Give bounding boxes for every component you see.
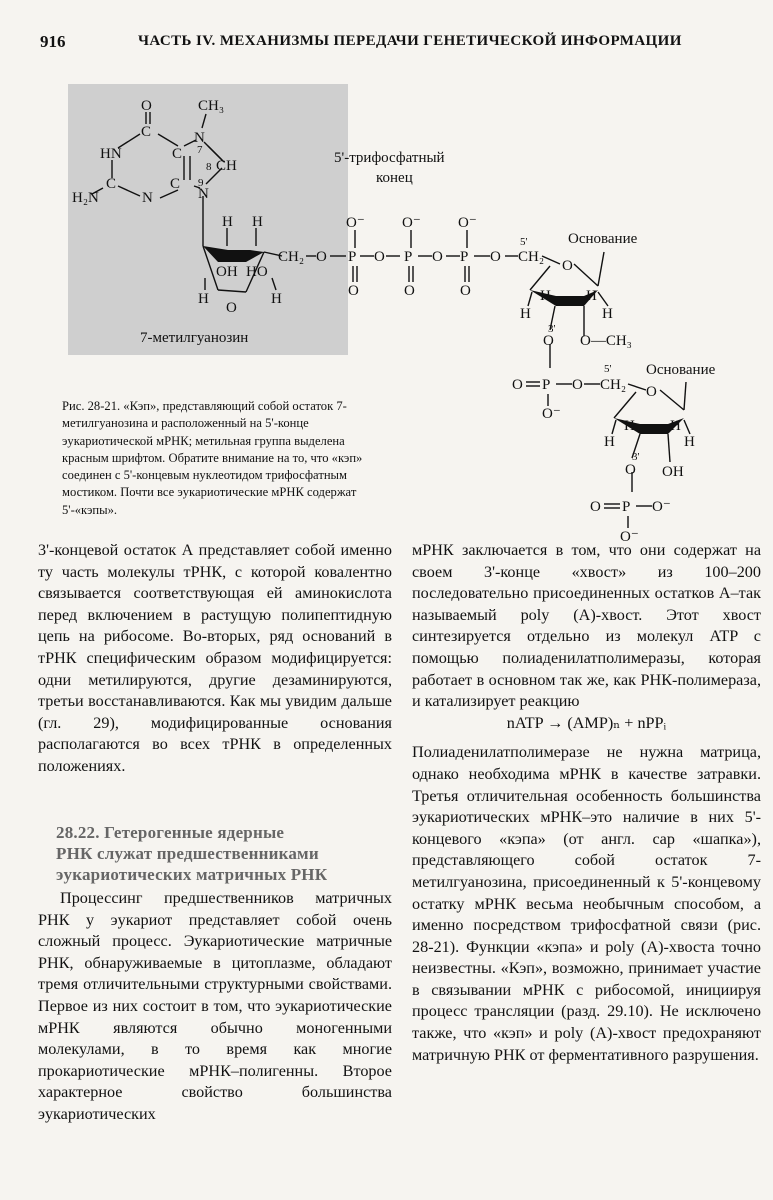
atom-OH: OH — [662, 464, 684, 480]
atom-O: O — [226, 300, 237, 316]
figure-caption: Рис. 28-21. «Кэп», представляющий собой остаток 7-метилгуанозина и расположенный на 5'-конце эукариотической мРНК; метильная группа выделена красным шрифтом. Обратите внимание на то, что «кэп» соединен с 5'-концевым нуклеотидом трифосфатным мостиком. Почти все эукариотические мРНК содержат 5'-«кэпы». — [62, 399, 363, 517]
atom-H: H — [602, 306, 613, 322]
atom-O: O — [141, 98, 152, 114]
section-heading-line1: 28.22. Гетерогенные ядерные — [56, 823, 285, 842]
atom-O-minus: O⁻ — [402, 215, 421, 231]
atom-O: O — [572, 377, 583, 393]
atom-OH: OH — [216, 264, 238, 280]
atom-O-minus: O⁻ — [346, 215, 365, 231]
section-heading — [56, 822, 386, 885]
atom-O-minus: O⁻ — [652, 499, 671, 515]
atom-CH2: CH₂ — [518, 249, 545, 265]
left-column-bottom — [38, 888, 392, 1126]
base-label: Основание — [646, 362, 716, 378]
base-label: Основание — [568, 231, 638, 247]
section-heading-line2: РНК служат предшественниками — [56, 844, 319, 863]
atom-O: O — [512, 377, 523, 393]
atom-C: C — [170, 176, 181, 192]
atom-N: N — [198, 186, 209, 202]
atom-O-minus: O⁻ — [620, 529, 639, 545]
atom-H: H — [586, 288, 597, 304]
atom-num9: 9 — [198, 177, 204, 189]
reaction-formula — [412, 713, 761, 735]
atom-O: O — [316, 249, 327, 265]
triphosphate-label-line1: 5'-трифосфатный — [334, 150, 445, 166]
atom-O: O — [543, 333, 554, 349]
section-heading-line3: эукариотических матричных РНК — [56, 865, 328, 884]
page-number: 916 — [40, 32, 66, 51]
atom-O: O — [562, 258, 573, 274]
atom-H: H — [604, 434, 615, 450]
methylguanosine-label: 7-метилгуанозин — [140, 330, 249, 346]
atom-H: H — [670, 418, 681, 434]
reaction-formula-text: nATP → (AMP)ₙ + nPPᵢ — [506, 713, 667, 732]
atom-O: O — [348, 283, 359, 299]
running-head: ЧАСТЬ IV. МЕХАНИЗМЫ ПЕРЕДАЧИ ГЕНЕТИЧЕСКОЙ ИНФОРМАЦИИ — [138, 33, 682, 49]
atom-H: H — [198, 291, 209, 307]
atom-O-CH3: O—CH₃ — [580, 333, 632, 349]
right-column — [412, 540, 761, 1066]
atom-CH2: CH₂ — [600, 377, 627, 393]
atom-O: O — [460, 283, 471, 299]
atom-HO: HO — [246, 264, 268, 280]
atom-O: O — [432, 249, 443, 265]
atom-C: C — [172, 146, 183, 162]
atom-O-minus: O⁻ — [458, 215, 477, 231]
atom-P: P — [348, 249, 357, 265]
atom-H: H — [684, 434, 695, 450]
atom-num5p: 5' — [604, 363, 612, 375]
atom-O: O — [490, 249, 501, 265]
atom-H: H — [520, 306, 531, 322]
atom-CH: CH — [216, 158, 237, 174]
atom-N: N — [142, 190, 153, 206]
atom-O: O — [374, 249, 385, 265]
atom-H: H — [222, 214, 233, 230]
atom-num7: 7 — [197, 144, 203, 156]
atom-P: P — [404, 249, 413, 265]
atom-num3p: 3' — [632, 451, 640, 463]
atom-num5p: 5' — [520, 236, 528, 248]
atom-O: O — [646, 384, 657, 400]
atom-C: C — [106, 176, 117, 192]
left-paragraph-2: Процессинг предшественников матричных РНК у эукариот представляет собой очень сложный процесс. Эукариотические матричные РНК, обнаруживаемые в цитоплазме, обладают тремя отличительными структурными свойствами. Первое из них состоит в том, что эукариотические мРНК являются обычно моногенными молекулами, в то время как многие прокариотические мРНК–полигенны. Второе характерное свойство большинства эукариотических — [38, 889, 392, 1123]
atom-O: O — [404, 283, 415, 299]
atom-H: H — [252, 214, 263, 230]
atom-num3p: 3' — [548, 323, 556, 335]
atom-CH2: CH₂ — [278, 249, 305, 265]
atom-CH3: CH₃ — [198, 98, 225, 114]
atom-num8: 8 — [206, 161, 212, 173]
atom-N: N — [194, 130, 205, 146]
left-column-top — [38, 540, 392, 778]
left-paragraph-1: 3'-концевой остаток А представляет собой именно ту часть молекулы тРНК, с которой ковалентно связывается соответствующая ей аминокислота перед включением в растущую полипептидную цепь на рибосоме. Во-вторых, ряд оснований в тРНК специфическим образом модифицируется: одни метилируются, другие дезаминируются, третьи восстанавливаются. Как мы увидим дальше (гл. 29), модифицированные основания располагаются во всех тРНК в определенных положениях. — [38, 541, 392, 775]
atom-H: H — [540, 288, 551, 304]
right-paragraph-1: мРНК заключается в том, что они содержат на своем 3'-конце «хвост» из 100–200 последовательно присоединенных остатков А–так называемый poly (A)-хвост. Этот хвост синтезируется отдельно из молекул ATP с помощью полиаденилатполимеразы, которая работает в основном так же, как РНК-полимераза, и катализирует реакцию — [412, 541, 761, 711]
atom-O-minus: O⁻ — [542, 406, 561, 422]
atom-O: O — [590, 499, 601, 515]
right-paragraph-2: Полиаденилатполимеразе не нужна матрица, однако необходима мРНК в качестве затравки. Третья отличительная особенность большинства эукариотических мРНК–это наличие в них 5'-концевого «кэпа» (от англ. cap «шапка»), представляющего собой остаток 7-метилгуанозина, присоединенный к 5'-концевому остатку мРНК весьма необычным способом, а именно посредством трифосфатной связи (рис. 28-21). Функции «кэпа» и poly (A)-хвоста точно неизвестны. «Кэп», возможно, принимает участие в связывании мРНК с рибосомой, инициируя процесс трансляции (разд. 29.10). Не исключено также, что «кэп» и poly (A)-хвост предохраняют матричную РНК от ферментативного разрушения. — [412, 743, 761, 1064]
atom-H: H — [624, 418, 635, 434]
atom-P: P — [460, 249, 469, 265]
atom-P: P — [542, 377, 551, 393]
triphosphate-label-line2: конец — [376, 170, 413, 186]
atom-H: H — [271, 291, 282, 307]
atom-HN: HN — [100, 146, 122, 162]
atom-C: C — [141, 124, 152, 140]
atom-O: O — [625, 462, 636, 478]
atom-P: P — [622, 499, 631, 515]
atom-H2N: H₂N — [72, 190, 99, 206]
